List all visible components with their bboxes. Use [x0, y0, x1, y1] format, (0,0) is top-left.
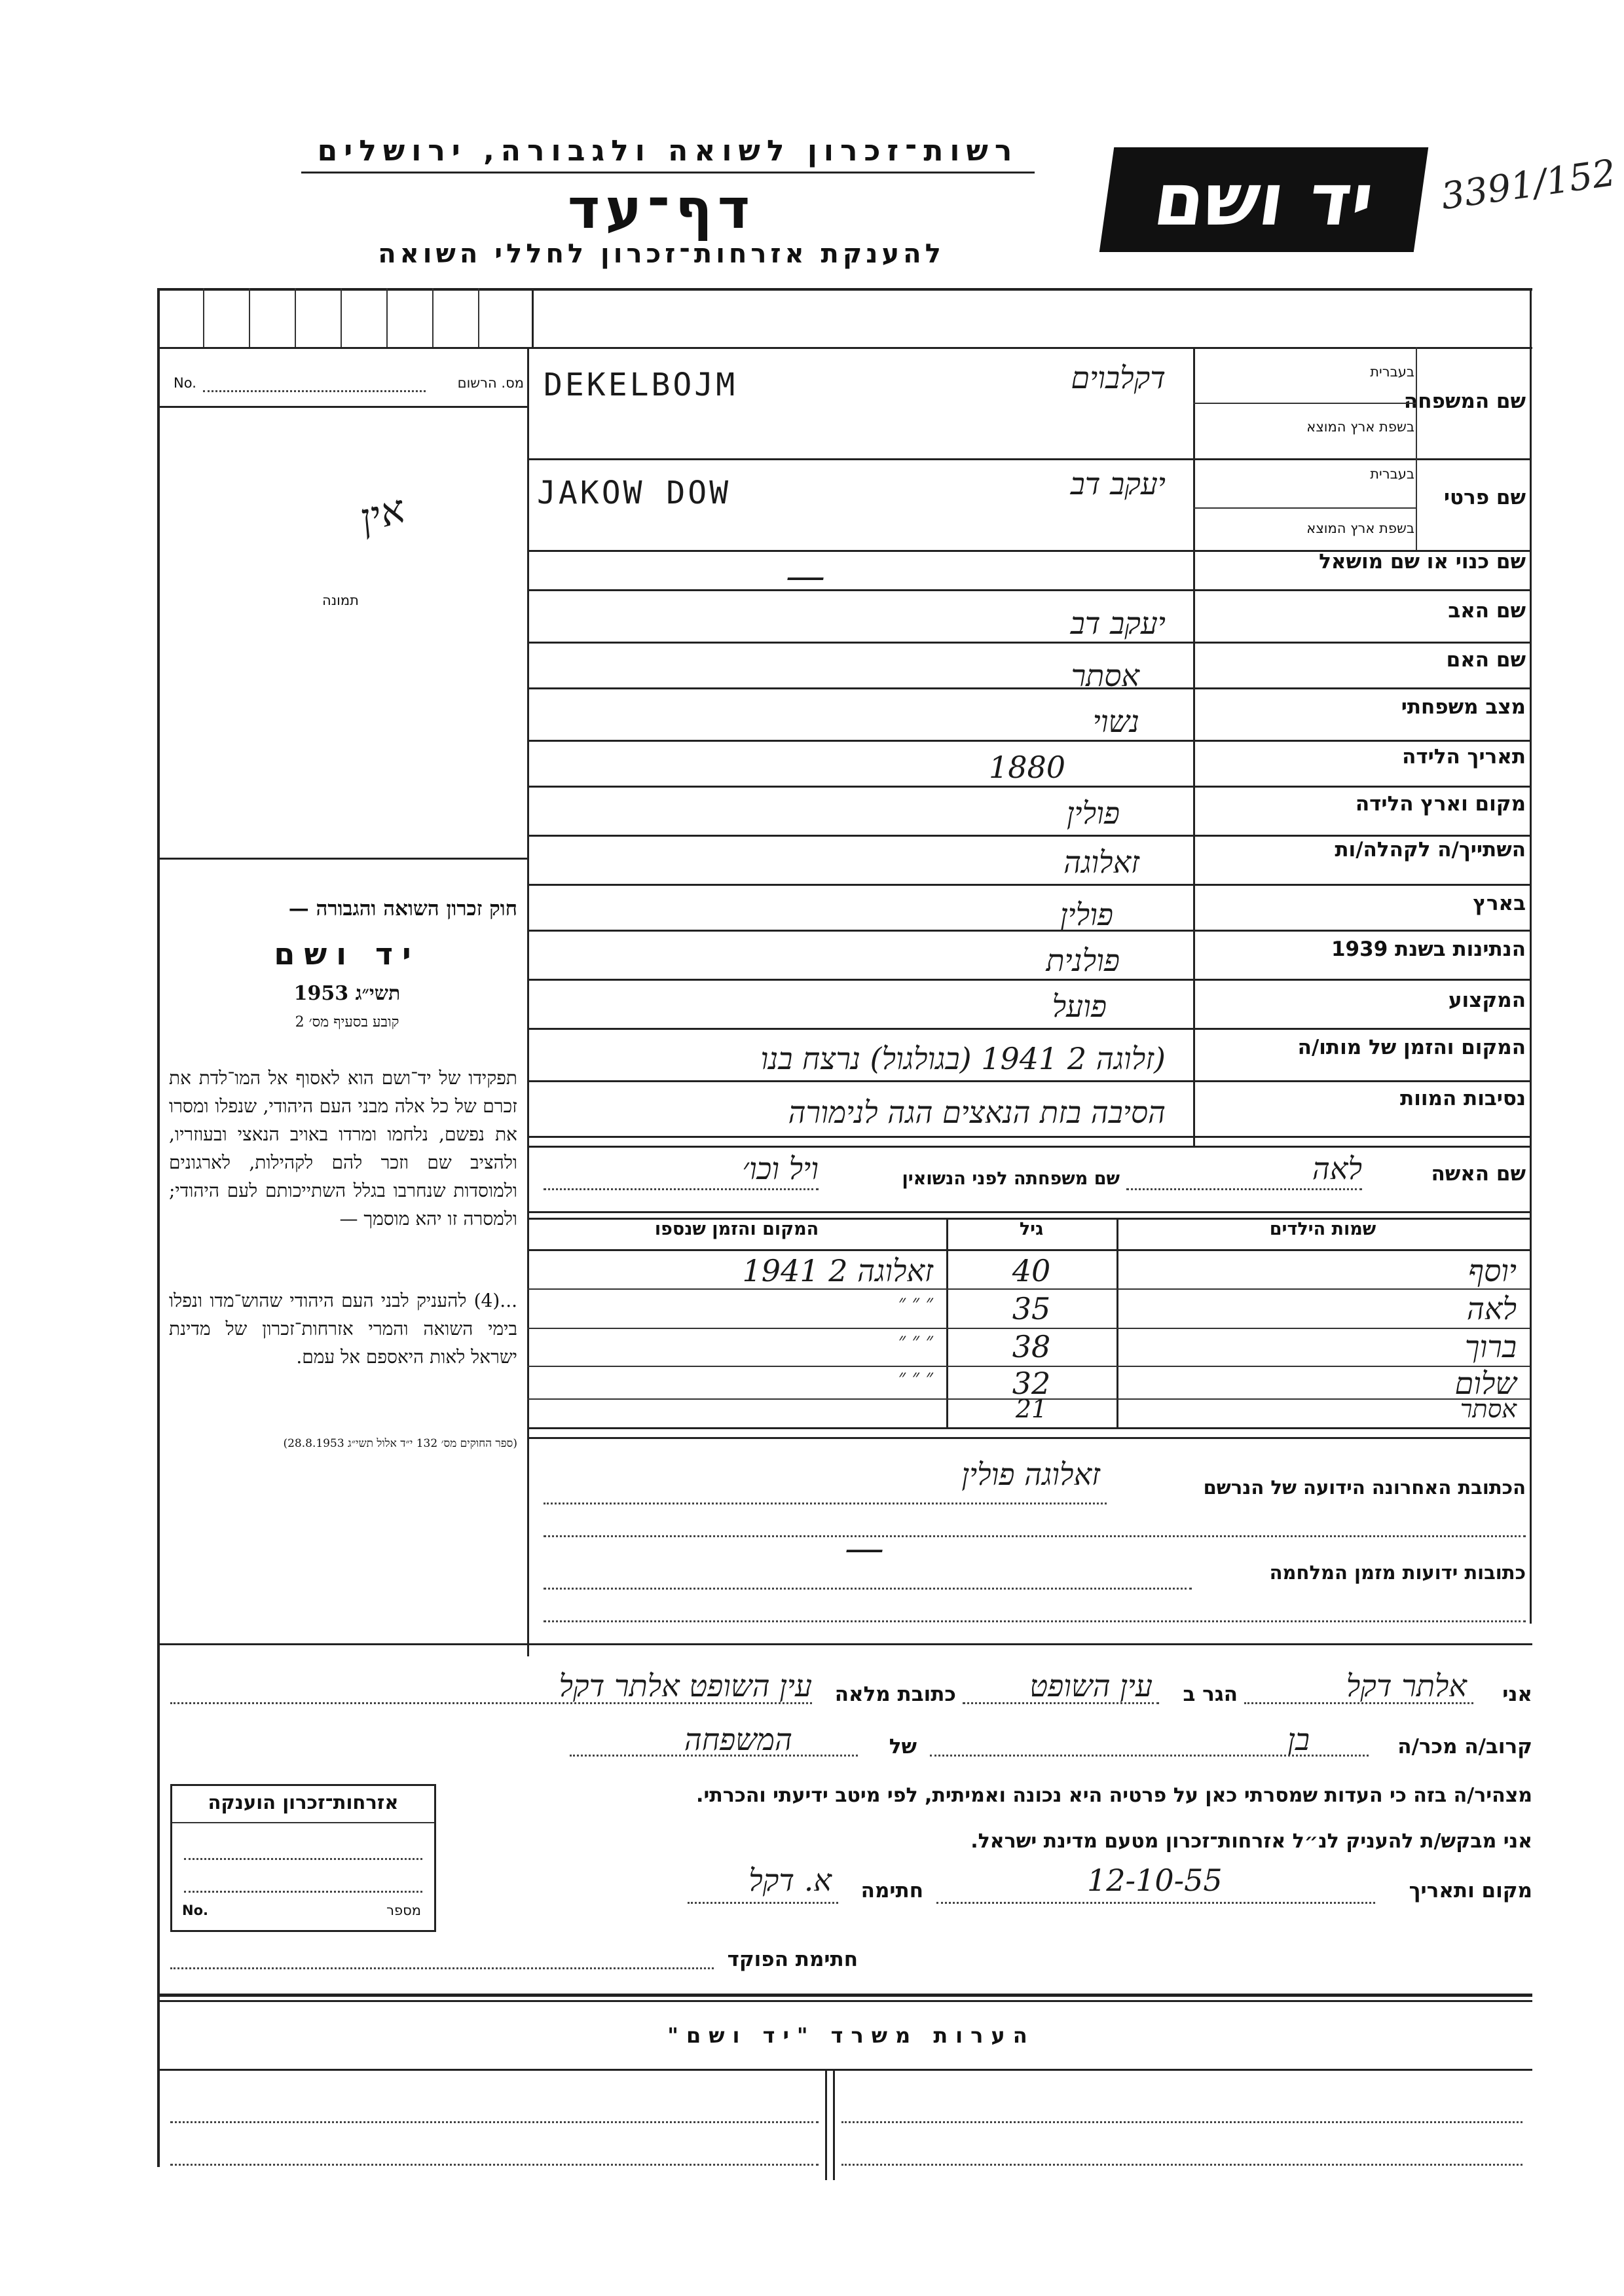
full-address-line — [170, 1702, 812, 1704]
death-circumstances-row-bottom — [527, 1136, 1530, 1138]
law-year: תשי״ג 1953 — [293, 982, 401, 1005]
children-age-header: גיל — [1019, 1219, 1044, 1239]
last-address-line — [544, 1503, 1107, 1504]
maiden-dotted-line — [544, 1188, 819, 1190]
profession-label: המקצוע — [1448, 989, 1526, 1012]
office-notes-top-2 — [157, 2000, 1532, 2002]
of-label: של — [889, 1735, 917, 1758]
law-name: יד ושם — [274, 936, 420, 972]
label-column-divider — [1193, 347, 1195, 1146]
law-text: תפקידו של יד־ושם הוא לאסוף אל המו־לדת את זכרם של כל אלה מבני העם היהודי, שנפלו ומסרו את נפשם, נלחמו ומרדו באויב הנאצי ובעוזריו, ולהציב שם וזכר להם לקהילות, לארגונים ולמוסדות שנחרבו בגלל השתייכותם לעם היהודי; ולמסרה זו יהא מוסמך — — [169, 1067, 517, 1230]
full-address-label: כתובת מלאה — [834, 1683, 956, 1706]
child-place: ״ ״ ״ — [898, 1366, 933, 1389]
form-title: דף־עד — [567, 177, 756, 241]
community-label: השתייך/ה לקהלה/ות — [1335, 838, 1526, 862]
child-place: ״ ״ ״ — [898, 1329, 933, 1352]
stamp-number: 3391/152 — [1438, 151, 1619, 219]
registration-bottom — [157, 406, 527, 408]
wartime-address-value: — — [845, 1525, 884, 1571]
profession-row-bottom — [527, 1028, 1530, 1030]
citizenship-box-title: אזרחות־זכרון הוענקה — [208, 1791, 399, 1813]
table-row — [527, 1249, 1530, 1288]
citizenship-granted-box — [170, 1784, 436, 1932]
relation-value: בן — [1287, 1722, 1310, 1757]
date-value: 12-10-55 — [1087, 1863, 1223, 1898]
table-row — [527, 1394, 1530, 1427]
child-name: יוסף — [1468, 1253, 1517, 1288]
first-name-label: שם פרטי — [1443, 486, 1526, 509]
first-name-latin: JAKOW DOW — [537, 475, 731, 511]
table-row — [527, 1328, 1530, 1366]
relation-line — [930, 1755, 1369, 1757]
death-place-label: המקום והזמן של מותו/ה — [1297, 1036, 1526, 1059]
full-address-value: עין השופט אלתר דקל — [559, 1668, 812, 1704]
registration-label: מס. הרשום — [457, 375, 524, 391]
citizenship-label: הנתינות בשנת 1939 — [1331, 938, 1526, 961]
wartime-address-line-2 — [544, 1620, 1526, 1622]
photo-bottom — [157, 858, 527, 860]
family-name-latin: DEKELBOJM — [544, 367, 738, 403]
nickname-row-bottom — [527, 589, 1530, 591]
form-subtitle: להענקת אזרחות־זכרון לחללי השואה — [378, 239, 945, 269]
wartime-address-line — [544, 1588, 1192, 1590]
wife-row-bottom — [527, 1211, 1530, 1213]
citizenship-value: פולנית — [1046, 943, 1120, 978]
law-title: חוק זכרון השואה והגבורה — — [288, 897, 517, 920]
registration-no-label: No. — [174, 375, 196, 391]
mother-value: אסתר — [1071, 658, 1139, 693]
child-name: ברוך — [1464, 1329, 1517, 1364]
law-clause: קובע בסעיף מס׳ 2 — [295, 1014, 399, 1030]
family-name-origin-label: בשפת ארץ המוצא — [1306, 419, 1414, 435]
marital-value: נשוי — [1092, 704, 1139, 739]
nickname-label: שם כנוי או שם מושאל — [1319, 550, 1526, 574]
community-row-bottom — [527, 884, 1530, 886]
children-place-header: המקום והזמן שנספו — [654, 1219, 819, 1239]
child-name: לאה — [1466, 1291, 1517, 1326]
birth-place-value: פולין — [1066, 795, 1120, 831]
death-place-value: (זלוגה 2 1941 (בגולגול) נרצח בנו — [760, 1041, 1166, 1076]
first-name-hebrew: יעקב דב — [1070, 466, 1166, 501]
country-label: בארץ — [1473, 892, 1526, 915]
father-value: יעקב דב — [1070, 606, 1166, 641]
citizenship-box-divider — [172, 1822, 434, 1823]
officer-signature-label: חתימת הפוקד — [727, 1948, 858, 1971]
family-name-split — [1193, 403, 1416, 404]
place-date-line — [936, 1902, 1375, 1904]
children-table-bottom — [527, 1427, 1530, 1429]
left-column-divider — [527, 347, 529, 1656]
citizenship-box-number-label: מספר — [386, 1903, 421, 1918]
strip-divider — [532, 288, 534, 347]
lives-in-label: הגר ב — [1183, 1683, 1238, 1706]
father-label: שם האב — [1448, 599, 1526, 623]
nickname-value: — — [786, 553, 825, 599]
yad-vashem-logo: יד ושם — [1099, 147, 1428, 252]
wartime-address-label: כתובות ידועות מזמן המלחמה — [1269, 1561, 1526, 1584]
child-age: 32 — [1012, 1366, 1051, 1401]
father-row-bottom — [527, 642, 1530, 644]
office-notes-title: הערות משרד "יד ושם" — [667, 2023, 1035, 2048]
office-notes-line-3 — [170, 2164, 819, 2166]
maiden-name-label: שם משפחתה לפני הנשואין — [902, 1169, 1120, 1189]
declarant-city-line — [963, 1702, 1159, 1704]
office-notes-top — [157, 1994, 1532, 1997]
family-name-hebrew-label: בעברית — [1370, 364, 1414, 380]
declarant-name: אלתר דקל — [1346, 1668, 1467, 1704]
address-extra-line — [544, 1535, 1526, 1537]
law-citation: (ספר החוקים מס׳ 132 י״ד אלול תשי״ג 28.8.1953) — [283, 1437, 517, 1450]
wife-dotted-line — [1126, 1188, 1362, 1190]
table-row — [527, 1366, 1530, 1401]
profession-value: פועל — [1052, 989, 1107, 1024]
office-notes-divider-2 — [833, 2069, 835, 2180]
law-text-clause4: ...(4) להעניק לבני העם היהודי שהוש־מדו ונפלו בימי השואה והמרי אזרחות־זכרון של מדינת ישראל לאות היאספם אל עמם. — [169, 1290, 517, 1368]
country-value: פולין — [1060, 897, 1113, 932]
birth-date-value: 1880 — [989, 750, 1066, 785]
frame-right — [1530, 288, 1532, 1624]
authority-title: רשות־זכרון לשואה ולגבורה, ירושלים — [317, 134, 1019, 168]
family-name-row-bottom — [527, 458, 1530, 460]
children-names-header: שמות הילדים — [1269, 1219, 1376, 1239]
officer-signature-line — [170, 1967, 714, 1969]
office-notes-line-1 — [170, 2121, 819, 2123]
name-sub-divider — [1416, 347, 1417, 458]
header-underline — [301, 172, 1035, 173]
table-row — [527, 1288, 1530, 1328]
death-circumstances-value: הסיבה בזת הנאצים הגה לנימורה — [788, 1095, 1166, 1130]
birth-place-label: מקום וארץ הלידה — [1355, 792, 1526, 816]
mother-row-bottom — [527, 687, 1530, 689]
signature-line — [688, 1902, 838, 1904]
photo-label: תמונה — [322, 592, 359, 608]
frame-left — [157, 288, 160, 2167]
last-address-label: הכתובת האחרונה הידועה של הנרשם — [1203, 1476, 1526, 1499]
office-notes-line-4 — [841, 2164, 1522, 2166]
address-section-top — [527, 1437, 1530, 1439]
first-name-sub-divider — [1416, 458, 1417, 550]
wife-label: שם האשה — [1431, 1162, 1526, 1186]
office-notes-header-bottom — [157, 2069, 1532, 2071]
first-name-hebrew-label: בעברית — [1370, 466, 1414, 482]
child-place: ״ ״ ״ — [898, 1291, 933, 1314]
maiden-value: ויל וכו׳ — [742, 1151, 819, 1186]
declaration-text: מצהיר/ה בזה כי העדות שמסרתי כאן על פרטיה היא נכונה ואמיתית, לפי מיטב ידיעתי והכרתי. — [696, 1784, 1532, 1807]
birth-place-row-bottom — [527, 835, 1530, 837]
photo-handwriting: אין — [355, 486, 409, 542]
family-name-hebrew: דקלבוים — [1071, 360, 1166, 395]
community-value: זאלוגה — [1063, 845, 1139, 880]
ani-label: אני — [1502, 1683, 1532, 1706]
citizenship-box-no: No. — [182, 1903, 208, 1918]
wife-row-top — [527, 1146, 1530, 1148]
child-age: 38 — [1012, 1329, 1051, 1364]
wife-value: לאה — [1312, 1151, 1362, 1186]
signature-value: א. דקל — [748, 1863, 832, 1898]
request-text: אני מבקש/ת להעניק לנ״ל אזרחות־זכרון מטעם מדינת ישראל. — [970, 1830, 1532, 1853]
death-place-row-bottom — [527, 1080, 1530, 1082]
relation-label: קרוב/ה מכר/ה — [1397, 1735, 1532, 1758]
birth-date-row-bottom — [527, 786, 1530, 788]
of-line — [570, 1755, 858, 1757]
child-name: שלום — [1454, 1366, 1517, 1401]
signature-label: חתימה — [860, 1879, 923, 1903]
last-address-value: זאלוגה פולין — [961, 1457, 1100, 1492]
strip-bottom — [157, 347, 1532, 349]
place-date-label: מקום ותאריך — [1409, 1879, 1532, 1903]
registration-no-line — [203, 390, 426, 392]
of-value: המשפחה — [684, 1722, 792, 1757]
death-circumstances-label: נסיבות המוות — [1400, 1087, 1526, 1110]
citizenship-row-bottom — [527, 979, 1530, 981]
declaration-section-top — [157, 1643, 1532, 1645]
country-row-bottom — [527, 930, 1530, 932]
birth-date-label: תאריך הלידה — [1402, 745, 1526, 769]
child-age: 40 — [1012, 1253, 1051, 1288]
marital-label: מצב משפחתי — [1401, 695, 1526, 719]
family-name-label: שם המשפחה — [1403, 390, 1526, 413]
citizenship-box-line-1 — [184, 1858, 422, 1860]
first-name-origin-label: בשפת ארץ המוצא — [1306, 520, 1414, 536]
child-age: 35 — [1012, 1291, 1051, 1326]
office-notes-divider-1 — [825, 2069, 827, 2180]
office-notes-line-2 — [841, 2121, 1522, 2123]
first-name-split — [1193, 507, 1416, 509]
declarant-city: עין השופט — [1029, 1668, 1153, 1704]
child-age: 21 — [1015, 1394, 1048, 1423]
child-place: זאלוגה 2 1941 — [742, 1253, 933, 1288]
child-name: אסתר — [1460, 1394, 1517, 1423]
declarant-name-line — [1244, 1702, 1473, 1704]
registration-boxes — [157, 288, 537, 347]
citizenship-box-line-2 — [184, 1891, 422, 1893]
mother-label: שם האם — [1446, 648, 1526, 672]
marital-row-bottom — [527, 740, 1530, 742]
